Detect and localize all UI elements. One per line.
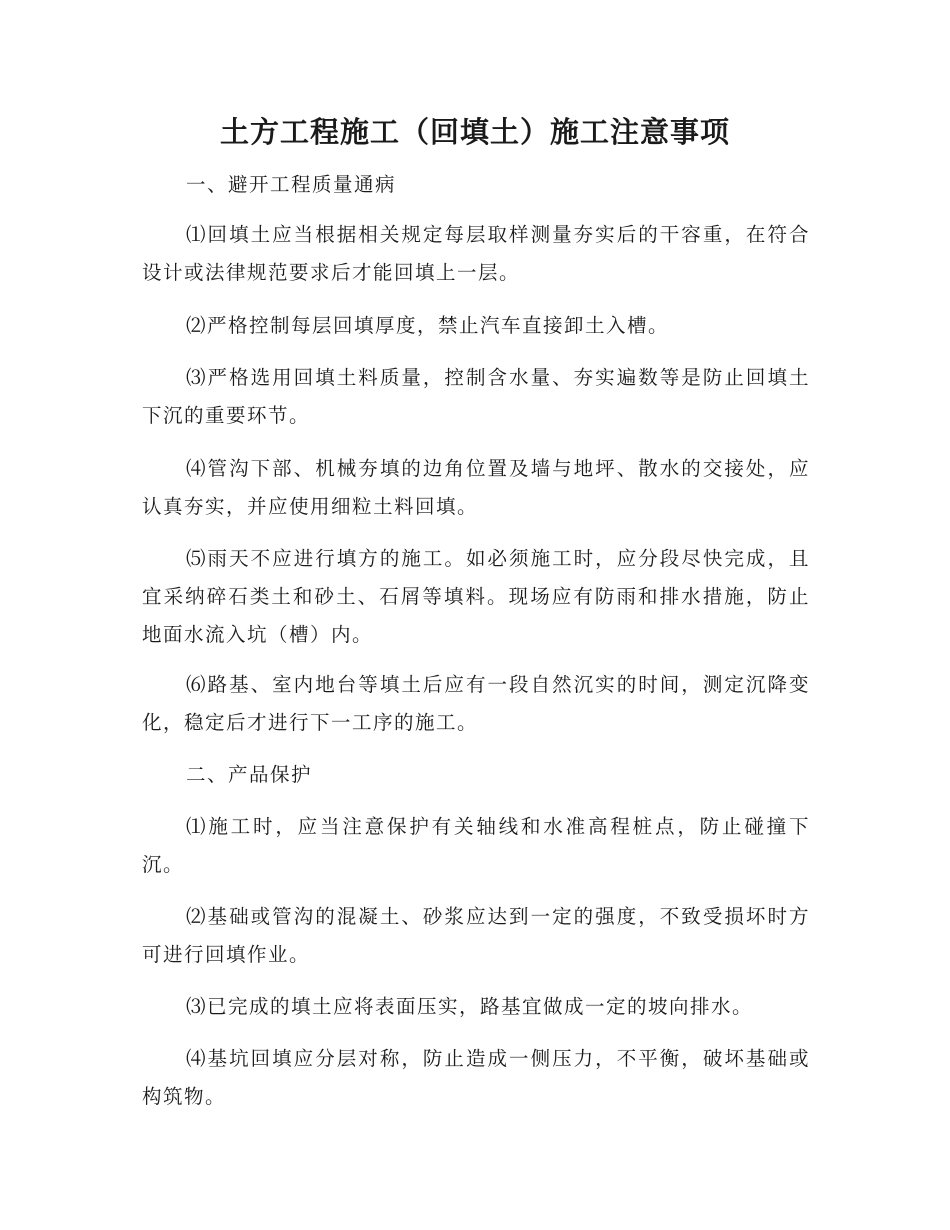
section-heading-quality-defects: 一、避开工程质量通病 (186, 173, 397, 196)
paragraph-1-6: ⑹路基、室内地台等填土后应有一段自然沉实的时间，测定沉降变化，稳定后才进行下一工序的施工。 (142, 673, 810, 734)
section-heading-product-protection: 二、产品保护 (186, 763, 313, 786)
paragraph-1-5: ⑸雨天不应进行填方的施工。如必须施工时，应分段尽快完成，且宜采纳碎石类土和砂土、石屑等填料。现场应有防雨和排水措施，防止地面水流入坑（槽）内。 (142, 547, 810, 646)
document-title: 土方工程施工（回填土）施工注意事项 (219, 115, 730, 149)
paragraph-2-2: ⑵基础或管沟的混凝土、砂浆应达到一定的强度，不致受损坏时方可进行回填作业。 (142, 905, 810, 966)
paragraph-1-4: ⑷管沟下部、机械夯填的边角位置及墙与地坪、散水的交接处，应认真夯实，并应使用细粒土料回填。 (142, 457, 810, 518)
paragraph-2-4: ⑷基坑回填应分层对称，防止造成一侧压力，不平衡，破坏基础或构筑物。 (142, 1047, 810, 1108)
paragraph-1-1: ⑴回填土应当根据相关规定每层取样测量夯实后的干容重，在符合设计或法律规范要求后才能回填上一层。 (142, 223, 810, 284)
paragraph-1-2: ⑵严格控制每层回填厚度，禁止汽车直接卸土入槽。 (186, 314, 670, 337)
paragraph-2-1: ⑴施工时，应当注意保护有关轴线和水准高程桩点，防止碰撞下沉。 (142, 815, 810, 876)
paragraph-1-3: ⑶严格选用回填土料质量，控制含水量、夯实遍数等是防止回填土下沉的重要环节。 (142, 366, 810, 427)
paragraph-2-3: ⑶已完成的填土应将表面压实，路基宜做成一定的坡向排水。 (186, 995, 754, 1018)
